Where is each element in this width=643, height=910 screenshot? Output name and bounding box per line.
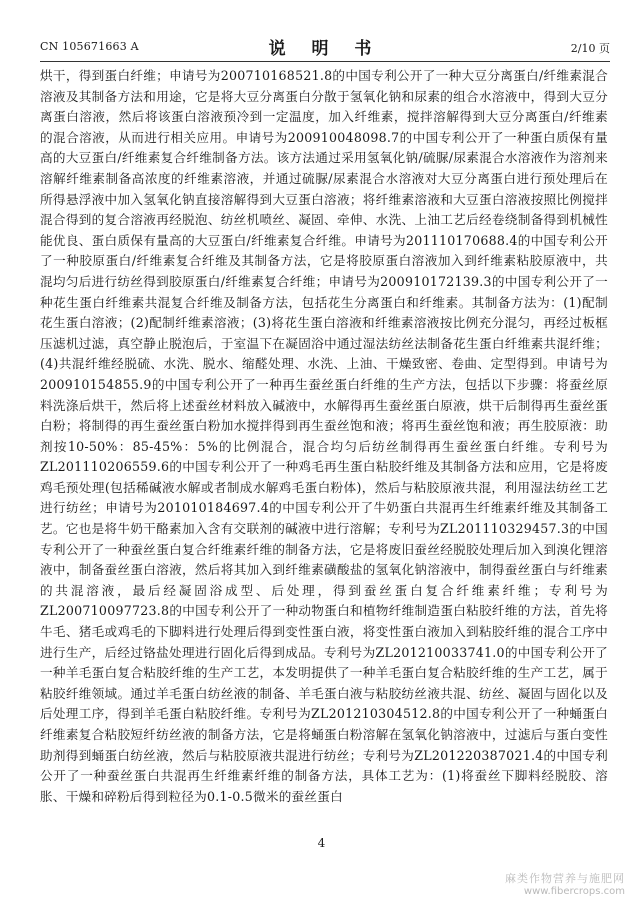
watermark <box>505 872 625 898</box>
watermark-title: 麻类作物营养与施肥网 <box>505 872 625 885</box>
page-header <box>40 34 610 58</box>
watermark-url: www.fibercrops.com <box>523 886 625 897</box>
header-rule <box>40 61 610 62</box>
publication-number: CN 105671663 A <box>40 40 139 53</box>
body-paragraph: 烘干，得到蛋白纤维；申请号为200710168521.8的中国专利公开了一种大豆分离蛋白/纤维素混合溶液及其制备方法和用途，它是将大豆分离蛋白分散于氢氧化钠和尿素的组合水溶液中，得到大豆分离蛋白溶液，然后将该蛋白溶液预冷到一定温度，加入纤维素，搅拌溶解得到大豆分离蛋白/纤维素的混合溶液，从而进行相关应用。申请号为200910048098.7的中国专利公开了一种蛋白质保有量高的大豆蛋白/纤维素复合纤维制备方法。该方法通过采用氢氧化钠/硫脲/尿素混合水溶液作为溶剂来溶解纤维素制备高浓度的纤维素溶液，并通过硫脲/尿素混合水溶液对大豆分离蛋白进行预处理后在所得悬浮液中加入氢氧化钠直接溶解得到大豆蛋白溶液；将纤维素溶液和大豆蛋白溶液按照比例搅拌混合得到的复合溶液再经脱泡、纺丝机喷丝、凝固、牵伸、水洗、上油工艺后经卷绕制备得到机械性能优良、蛋白质保有量高的大豆蛋白/纤维素复合纤维。申请号为201110170688.4的中国专利公开了一种胶原蛋白/纤维素复合纤维及其制备方法，它是将胶原蛋白溶液加入到纤维素粘胶原液中，共混均匀后进行纺丝得到胶原蛋白/纤维素复合纤维；申请号为200910172139.3的中国专利公开了一种花生蛋白纤维素共混复合纤维及制备方法，包括花生分离蛋白和纤维素。其制备方法为：(1)配制花生蛋白溶液；(2)配制纤维素溶液；(3)将花生蛋白溶液和纤维素溶液按比例充分混匀，再经过板框压滤机过滤，真空静止脱泡后，于室温下在凝固浴中通过湿法纺丝法制备花生蛋白纤维素共混纤维；(4)共混纤维经脱硫、水洗、脱水、缩醛处理、水洗、上油、干燥致密、卷曲、定型得到。申请号为200910154855.9的中国专利公开了一种再生蚕丝蛋白纤维的生产方法，包括以下步骤：将蚕丝原料洗涤后烘干，然后将上述蚕丝材料放入碱液中，水解得再生蚕丝蛋白原液，烘干后制得再生蚕丝蛋白粉；将制得的再生蚕丝蛋白粉加水搅拌得到再生蚕丝饱和液；将再生蚕丝饱和液；再生胶原液：助剂按10-50%：85-45%：5%的比例混合，混合均匀后纺丝制得再生蚕丝蛋白纤维。专利号为ZL201110206559.6的中国专利公开了一种鸡毛再生蛋白粘胶纤维及其制备方法和应用，它是将废鸡毛预处理(包括稀碱液水解或者制成水解鸡毛蛋白粉体)，然后与粘胶原液共混，利用湿法纺丝工艺进行纺丝；申请号为201010184697.4的中国专利公开了牛奶蛋白共混再生纤维素纤维及其制备工艺。它也是将牛奶干酪素加入含有交联剂的碱液中进行溶解；专利号为ZL201110329457.3的中国专利公开了一种蚕丝蛋白复合纤维素纤维的制备方法，它是将废旧蚕丝经脱胶处理后加入到溴化锂溶液中，制备蚕丝蛋白溶液，然后将其加入到纤维素磺酸盐的氢氧化钠溶液中，制得蚕丝蛋白与纤维素的共混溶液，最后经凝固浴成型、后处理，得到蚕丝蛋白复合纤维素纤维；专利号为ZL200710097723.8的中国专利公开了一种动物蛋白和植物纤维制造蛋白粘胶纤维的方法，首先将牛毛、猪毛或鸡毛的下脚料进行处理后得到变性蛋白液，将变性蛋白液加入到粘胶纤维的混合工序中进行生产，后经过铬盐处理进行固化后得到成品。专利号为ZL201210033741.0的中国专利公开了一种羊毛蛋白复合粘胶纤维的生产工艺，本发明提供了一种羊毛蛋白复合粘胶纤维的生产工艺，属于粘胶纤维领域。通过羊毛蛋白纺丝液的制备、羊毛蛋白液与粘胶纺丝液共混、纺丝、凝固与固化以及后处理工序，得到羊毛蛋白粘胶纤维。专利号为ZL201210304512.8的中国专利公开了一种蛹蛋白纤维素复合粘胶短纤纺丝液的制备方法，它是将蛹蛋白粉溶解在氢氧化钠溶液中，过滤后与蛋白变性助剂得到蛹蛋白纺丝液，然后与粘胶原液共混进行纺丝；专利号为ZL201220387021.4的中国专利公开了一种蚕丝蛋白共混再生纤维素纤维的制备方法，具体工艺为：(1)将蚕丝下脚料经脱胶、溶胀、干燥和碎粉后得到粒径为0.1-0.5微米的蚕丝蛋白 <box>40 68 608 804</box>
page-fraction: 2/10 页 <box>570 42 610 55</box>
document-title: 说 明 书 <box>268 39 382 59</box>
page-number: 4 <box>317 836 326 850</box>
